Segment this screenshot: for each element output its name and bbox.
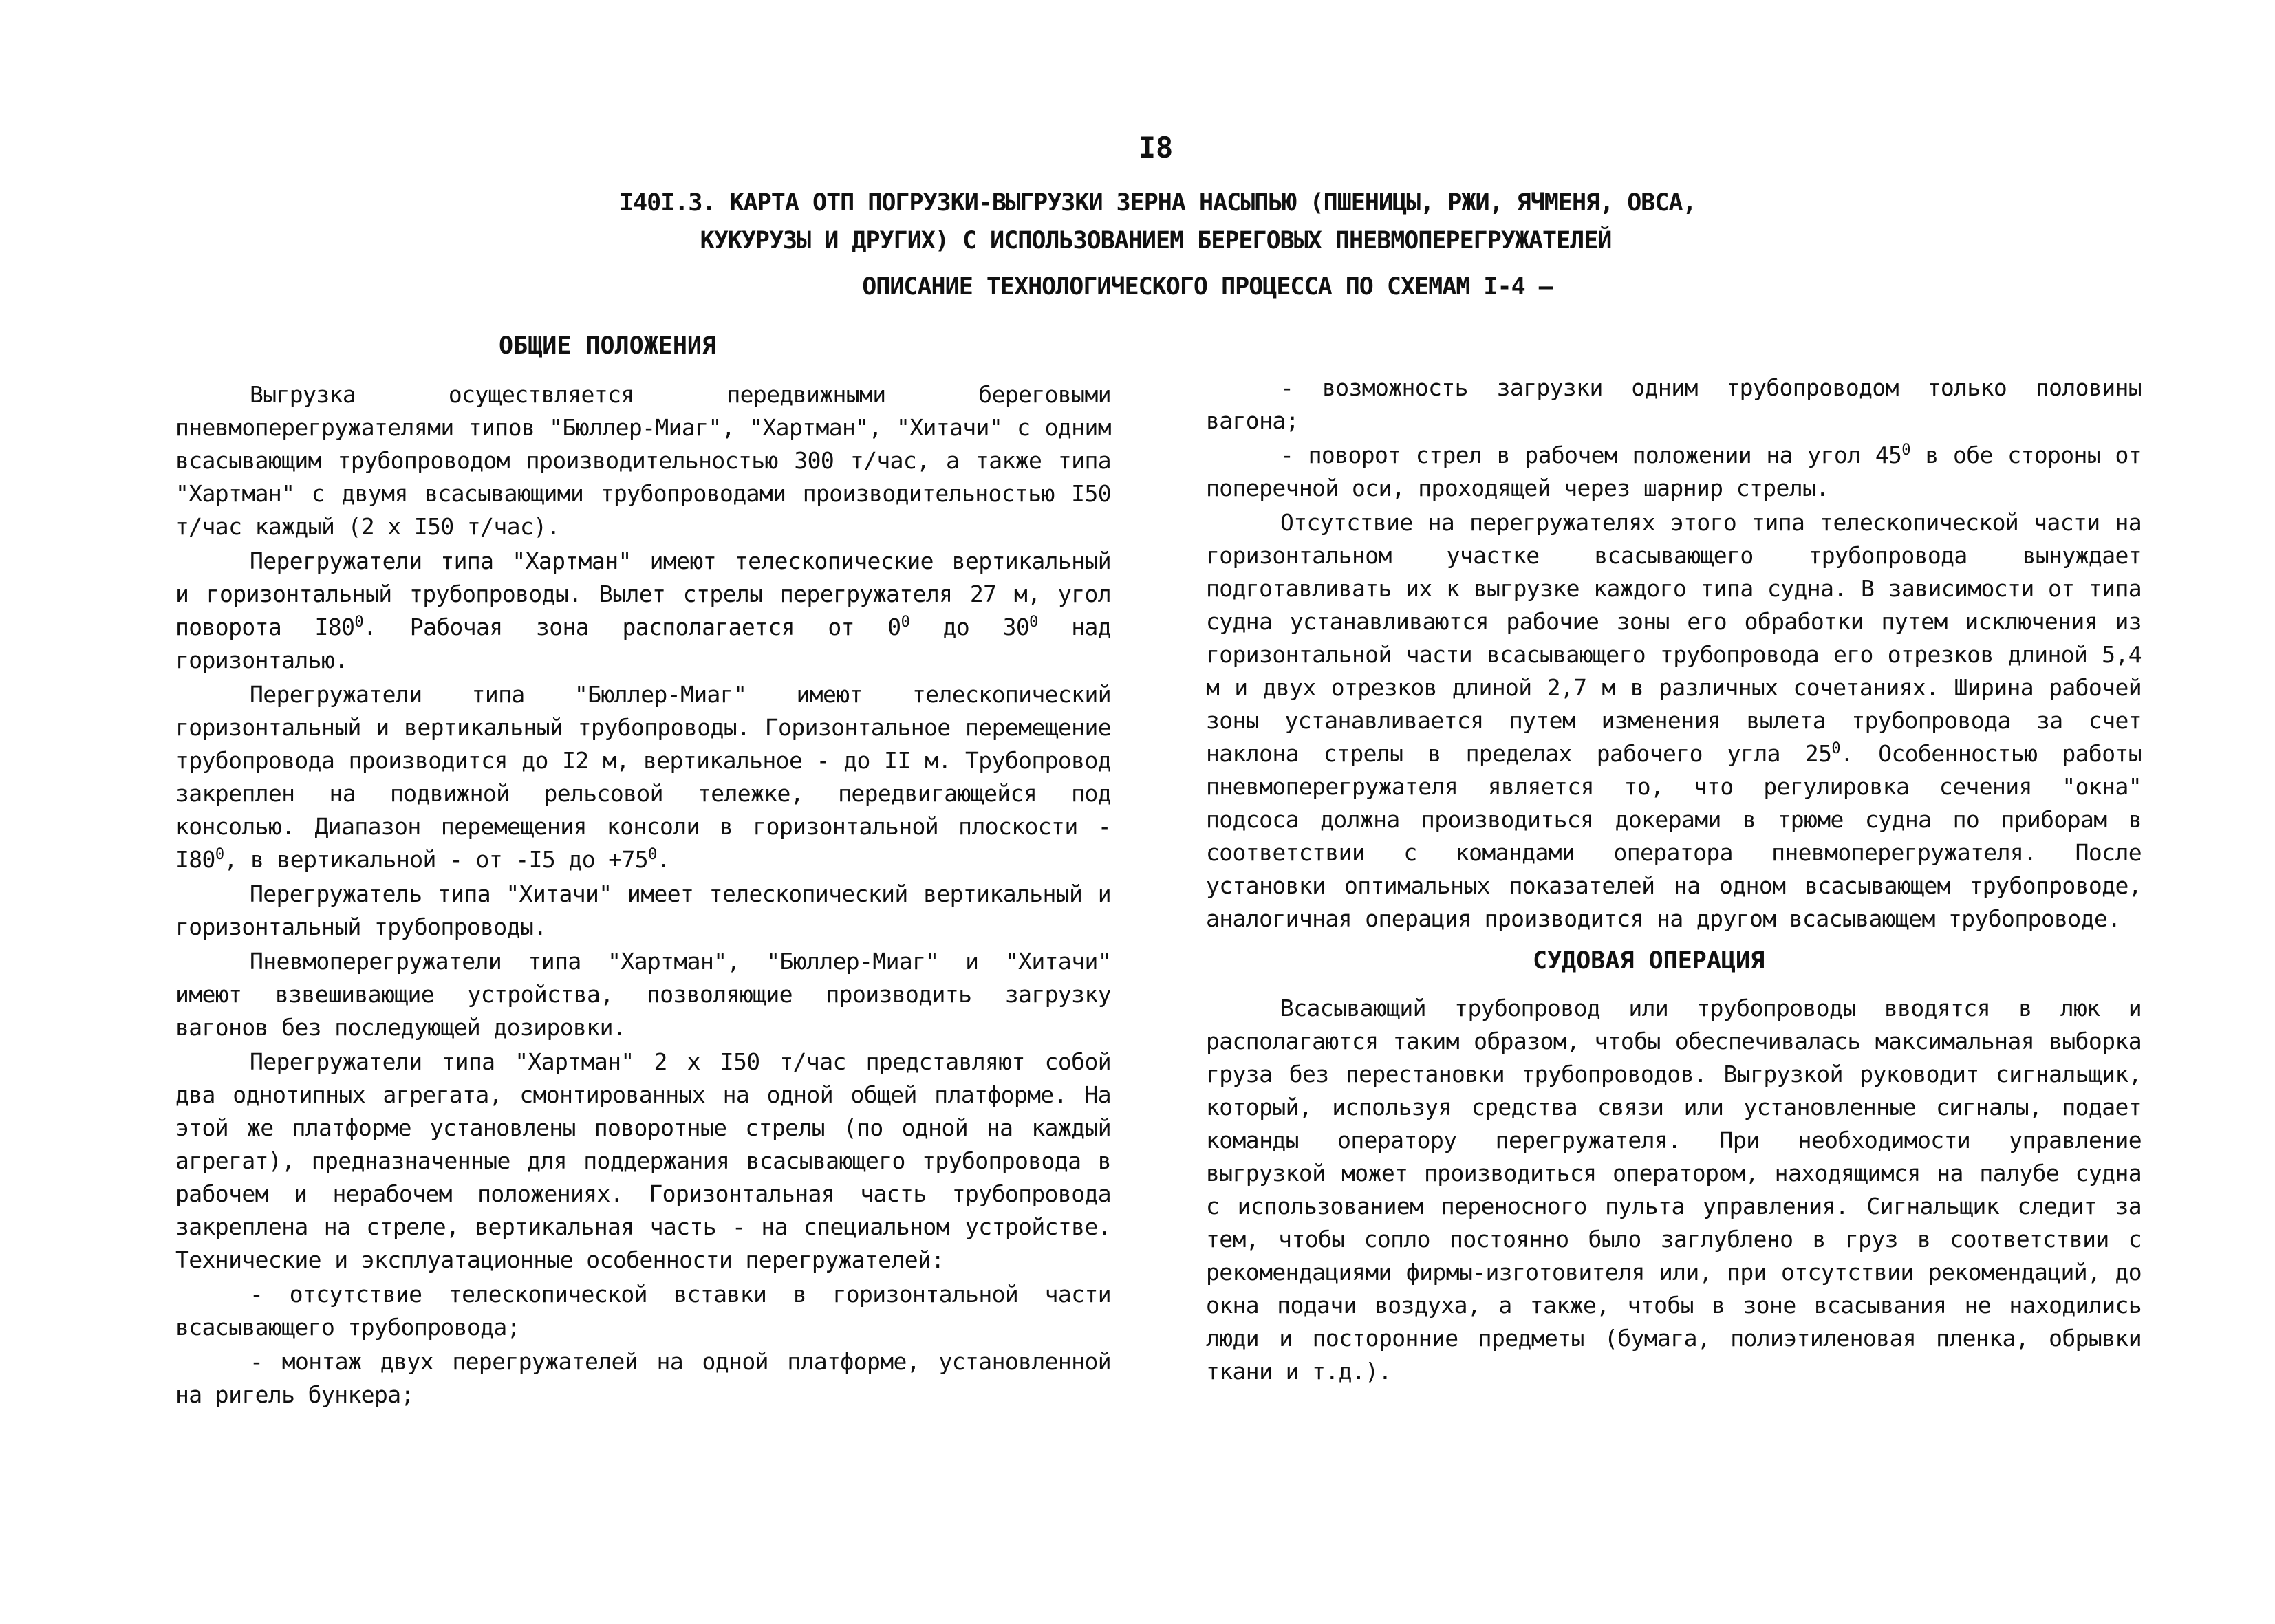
paragraph — [1206, 506, 2142, 935]
title-line-2: КУКУРУЗЫ И ДРУГИХ) С ИСПОЛЬЗОВАНИЕМ БЕРЕГОВЫХ ПНЕВМОПЕРЕГРУЖАТЕЛЕЙ — [700, 227, 1612, 255]
list-item: - отсутствие телескопической вставки в горизонтальной части всасывающего трубопровода; — [175, 1281, 1111, 1341]
list-item — [1206, 439, 2142, 505]
text-run: - поворот стрел в рабочем положении на угол 45 — [1280, 442, 1902, 468]
text-run: в обе стороны от поперечной оси, проходящей через шарнир стрелы. — [1206, 442, 2142, 501]
superscript: 0 — [1831, 740, 1841, 757]
paragraph: Перегружатели типа "Хартман" 2 х I50 т/час представляют собой два однотипных агрегата, смонтированных на одной общей платформе. На этой же платформе установлены поворотные стрелы (по одной на каждый агрегат), предназначенные для поддержания всасывающего трубопровода в рабочем и нерабочем положениях. Горизонтальная часть трубопровода закреплена на стреле, вертикальная часть - на специальном устройстве. Технические и эксплуатационные особенности перегружателей: — [175, 1048, 1111, 1273]
paragraph: Пневмоперегружатели типа "Хартман", "Бюллер-Миаг" и "Хитачи" имеют взвешивающие устройства, позволяющие производить загрузку вагонов без последующей дозировки. — [175, 948, 1111, 1041]
superscript: 0 — [354, 614, 364, 631]
superscript: 0 — [648, 846, 657, 863]
left-column — [175, 329, 1111, 1413]
document-title — [619, 184, 1696, 306]
paragraph: Перегружатель типа "Хитачи" имеет телескопический вертикальный и горизонтальный трубопроводы. — [175, 880, 1111, 940]
list-item: - монтаж двух перегружателей на одной платформе, установленной на ригель бункера; — [175, 1348, 1111, 1408]
list-item: - возможность загрузки одним трубопроводом только половины вагона; — [1206, 374, 2142, 434]
text-run: Перегружатели типа "Бюллер-Миаг" имеют телескопический горизонтальный и вертикальный трубопроводы. Горизонтальное перемещение трубопровода производится до I2 м, вертикальное - до II м. Трубопровод закреплен на подвижной рельсовой тележке, передвигающейся под консолью. Диапазон перемещения консоли в горизонтальной плоскости - I80 — [175, 681, 1111, 873]
superscript: 0 — [1029, 614, 1038, 631]
text-run: . Рабочая зона располагается от 0 — [363, 614, 901, 640]
right-column — [1206, 371, 2142, 1389]
paragraph — [175, 545, 1111, 677]
text-run: Отсутствие на перегружателях этого типа телескопической части на горизонтальном участке всасывающего трубопровода вынуждает подготавливать их к выгрузке каждого типа судна. В зависимости от типа судна устанавливаются рабочие зоны его обработки путем исключения из горизонтальной части всасывающего трубопровода его отрезков длиной 5,4 м и двух отрезков длиной 2,7 м в различных сочетаниях. Ширина рабочей зоны устанавливается путем изменения вылета трубопровода за счет наклона стрелы в пределах рабочего угла 25 — [1206, 509, 2142, 767]
section-heading-ship-operation: СУДОВАЯ ОПЕРАЦИЯ — [1533, 947, 1765, 975]
text-run: . — [656, 846, 670, 873]
superscript: 0 — [215, 846, 224, 863]
text-run: до 30 — [909, 614, 1030, 640]
page-number: I8 — [1138, 131, 1174, 164]
text-run: . Особенностью работы пневмоперегружателя является то, что регулировка сечения "окна" подсоса должна производиться докерами в трюме судна по приборам в соответствии с командами оператора пневмоперегружателя. После установки оптимальных показателей на одном всасывающем трубопроводе, аналогичная операция производится на другом всасывающем трубопроводе. — [1206, 740, 2142, 932]
paragraph: Всасывающий трубопровод или трубопроводы вводятся в люк и располагаются таким образом, чтобы обеспечивалась максимальная выборка груза без перестановки трубопроводов. Выгрузкой руководит сигнальщик, который, используя средства связи или установленные сигналы, подает команды оператору перегружателя. При необходимости управление выгрузкой может производиться оператором, находящимся на палубе судна с использованием переносного пульта управления. Сигнальщик следит за тем, чтобы сопло постоянно было заглублено в груз в соответствии с рекомендациями фирмы-изготовителя или, при отсутствии рекомендаций, до окна подачи воздуха, а также, чтобы в зоне всасывания не находились люди и посторонние предметы (бумага, полиэтиленовая пленка, обрывки ткани и т.д.). — [1206, 995, 2142, 1385]
section-heading-general: ОБЩИЕ ПОЛОЖЕНИЯ — [499, 332, 717, 360]
superscript: 0 — [901, 614, 910, 631]
text-run: над горизонталью. — [175, 614, 1111, 673]
paragraph: Выгрузка осуществляется передвижными береговыми пневмоперегружателями типов "Бюллер-Миаг", "Хартман", "Хитачи" с одним всасывающим трубопроводом производительностью 300 т/час, а также типа "Хартман" с двумя всасывающими трубопроводами производительностью I50 т/час каждый (2 х I50 т/час). — [175, 381, 1111, 540]
paragraph — [175, 678, 1111, 876]
superscript: 0 — [1901, 442, 1910, 459]
text-run: Перегружатели типа "Хартман" имеют телескопические вертикальный и горизонтальный трубопроводы. Вылет стрелы перегружателя 27 м, угол поворота I80 — [175, 548, 1111, 640]
text-run: , в вертикальной - от -I5 до +75 — [224, 846, 649, 873]
title-line-1: I40I.3. КАРТА ОТП ПОГРУЗКИ-ВЫГРУЗКИ ЗЕРНА НАСЫПЬЮ (ПШЕНИЦЫ, РЖИ, ЯЧМЕНЯ, ОВСА, — [619, 189, 1696, 217]
title-line-3: ОПИСАНИЕ ТЕХНОЛОГИЧЕСКОГО ПРОЦЕССА ПО СХЕМАМ I-4 — — [862, 273, 1553, 301]
